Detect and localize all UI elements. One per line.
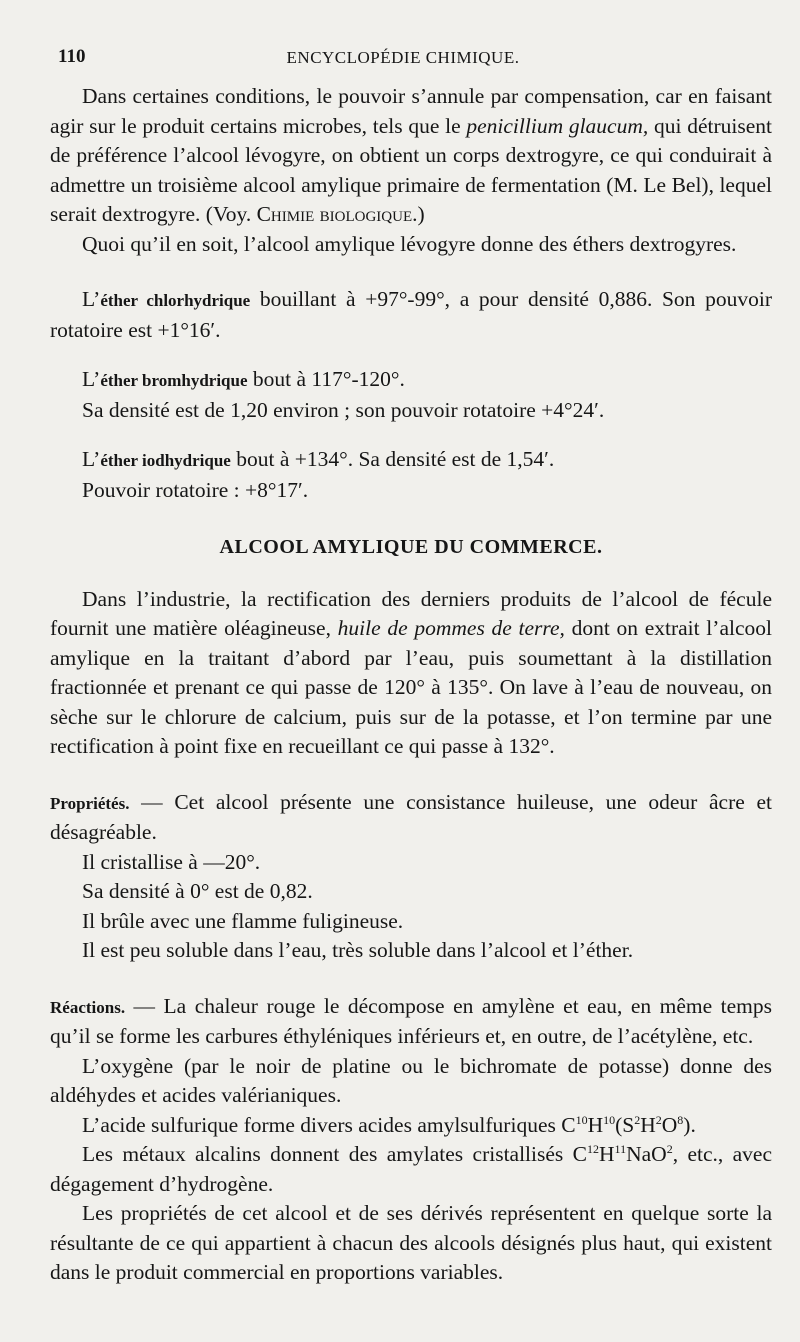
formula-subscript: 8: [677, 1112, 684, 1127]
keyword-heading: éther bromhydrique: [100, 371, 248, 390]
paragraph-ethers-intro: Quoi qu’il en soit, l’alcool amylique lévogyre donne des éthers dextrogyres.: [82, 231, 737, 256]
keyword-heading: Propriétés.: [50, 793, 130, 813]
text-span: L’acide sulfurique forme divers acides amylsulfuriques: [82, 1112, 562, 1137]
text-span: — La chaleur rouge le décompose en amylène et eau, en même temps qu’il se forme les carbures éthyléniques inférieurs et, en outre, de l’acétylène, etc.: [50, 993, 772, 1048]
text-span: bouillant à +97°-99°, a pour densité 0,886. Son pouvoir rotatoire est +1°16′.: [50, 287, 772, 342]
formula-part: H: [640, 1112, 656, 1137]
formula-part: H: [587, 1112, 604, 1137]
text-span: Dans l’industrie, la rectification des derniers produits de l’alcool de fécule fournit une matière oléagineuse,: [50, 586, 772, 640]
keyword-heading: éther chlorhydrique: [100, 291, 251, 310]
text-span: bout à +134°. Sa densité est de 1,54′.: [230, 447, 555, 471]
text-span: Dans certaines conditions, le pouvoir s’annule par compensation, car en faisant agir sur le produit certains microbes, tels que le: [50, 84, 772, 138]
section-title: ALCOOL AMYLIQUE DU COMMERCE.: [219, 536, 603, 558]
formula-part: C: [572, 1142, 587, 1166]
formula-subscript: 11: [614, 1141, 627, 1156]
paragraph-densite: Sa densité à 0° est de 0,82.: [82, 879, 313, 903]
running-title: ENCYCLOPÉDIE CHIMIQUE.: [286, 48, 520, 67]
paragraph-ether-chlorhydrique: [50, 285, 772, 345]
formula-subscript: 12: [587, 1141, 599, 1156]
text-span: — Cet alcool présente une consistance huileuse, une odeur âcre et désagréable.: [50, 789, 772, 844]
italic-term: huile de pommes de terre,: [337, 616, 565, 640]
formula-subscript: 2: [634, 1112, 641, 1127]
formula-subscript: 2: [655, 1112, 662, 1127]
paragraph-bromhydrique-density: Sa densité est de 1,20 environ ; son pouvoir rotatoire +4°24′.: [82, 397, 605, 422]
formula-part: O: [661, 1112, 678, 1137]
text-span: L’: [82, 367, 101, 391]
page-body: [50, 82, 772, 1288]
text-span: .): [412, 202, 425, 226]
keyword-heading: Réactions.: [50, 997, 126, 1017]
paragraph-cristallise: Il cristallise à —20°.: [82, 849, 261, 874]
paragraph-reactions: [50, 992, 772, 1052]
text-span: dont on extrait l’alcool amylique en la traitant d’abord par l’eau, puis soumettant à la distillation fractionnée et prenant ce qui passe de 120° à 135°. On lave à l’eau de nouveau, on sèche sur le chlorure de calcium, puis sur de la potasse, et l’on termine par une rectification à point fixe en recueillant ce qui passe à 132°.: [50, 616, 772, 758]
chemical-formula: [573, 1142, 673, 1166]
paragraph-industrie: [50, 585, 772, 762]
text-span: qui détruisent de préférence l’alcool lévogyre, on obtient un corps dextrogyre, ce qui conduirait à admettre un troisième alcool amylique primaire de fermentation (M. Le Bel), lequel serait dextrogyre. (Voy.: [50, 113, 772, 226]
paragraph-oxygene: L’oxygène (par le noir de platine ou le bichromate de potasse) donne des aldéhydes et acides valérianiques.: [50, 1053, 772, 1107]
text-span: Les métaux alcalins donnent des amylates cristallisés: [82, 1142, 573, 1166]
paragraph-flamme: Il brûle avec une flamme fuligineuse.: [82, 908, 404, 933]
formula-part: H: [599, 1142, 615, 1166]
formula-subscript: 10: [603, 1112, 616, 1127]
text-span: , etc., avec dégagement d’hydrogène.: [50, 1142, 772, 1196]
paragraph-solubilite: Il est peu soluble dans l’eau, très soluble dans l’alcool et l’éther.: [82, 938, 634, 962]
text-span: bout à 117°-120°.: [247, 367, 405, 391]
paragraph-ether-iodhydrique: [50, 445, 772, 476]
italic-term: penicillium glaucum,: [466, 113, 649, 138]
formula-part: (S: [615, 1112, 635, 1137]
cross-reference: Chimie biologique: [256, 202, 413, 226]
paragraph-ether-bromhydrique: [50, 365, 772, 396]
page-number: 110: [58, 46, 86, 67]
formula-subscript: 2: [666, 1141, 673, 1156]
formula-part: C: [561, 1112, 576, 1137]
formula-part: NaO: [626, 1142, 667, 1166]
formula-part: ).: [683, 1112, 696, 1137]
page-header: [58, 46, 748, 76]
text-span: L’: [82, 447, 101, 471]
paragraph-compensation: [50, 82, 772, 230]
paragraph-acide-sulfurique: [50, 1111, 772, 1141]
paragraph-iodhydrique-rotation: Pouvoir rotatoire : +8°17′.: [82, 477, 309, 502]
paragraph-proprietes: [50, 788, 772, 848]
formula-subscript: 10: [575, 1112, 588, 1127]
text-span: L’: [82, 287, 101, 311]
paragraph-resultante: Les propriétés de cet alcool et de ses dérivés représentent en quelque sorte la résultante de ce qui appartient à chacun des alcools désignés plus haut, qui existent dans le produit commercial en proportions variables.: [50, 1201, 772, 1284]
chemical-formula: [561, 1113, 696, 1137]
paragraph-metaux-alcalins: [50, 1140, 772, 1199]
keyword-heading: éther iodhydrique: [100, 451, 231, 470]
